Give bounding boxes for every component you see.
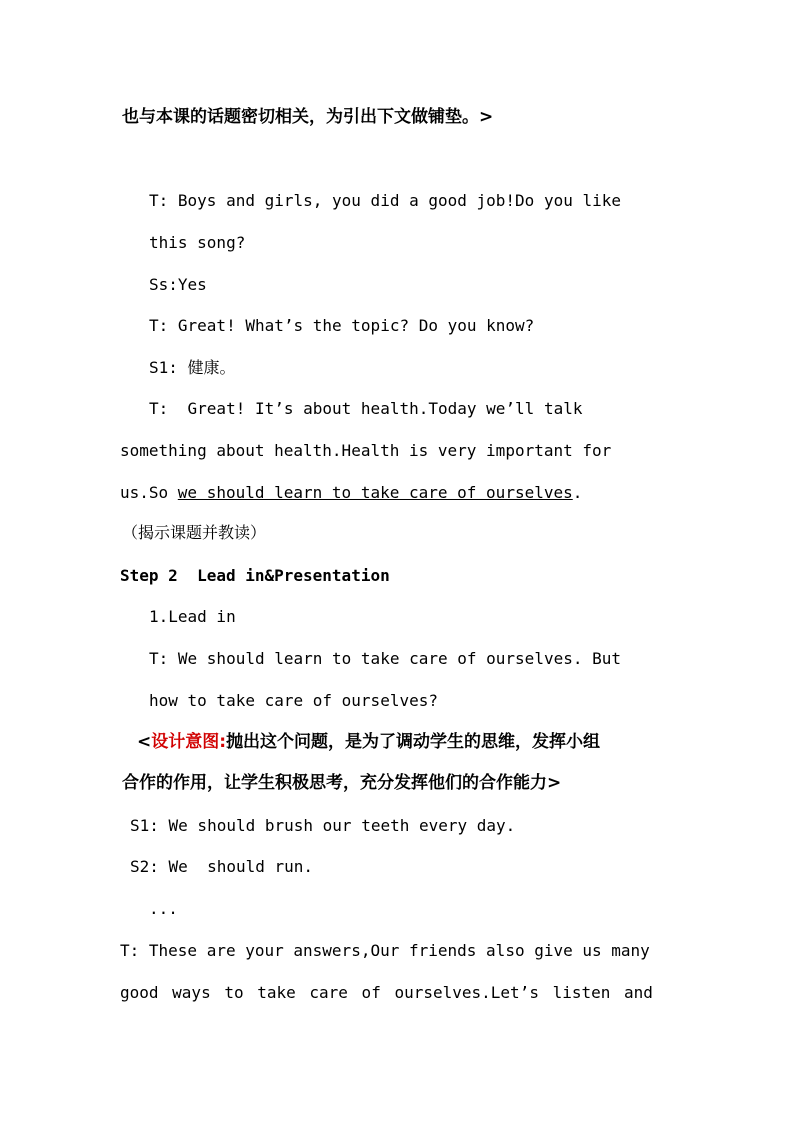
teacher-line: T: These are your answers,Our friends also give us many xyxy=(120,941,650,960)
students-line: Ss:Yes xyxy=(149,275,207,294)
student-line: S1: We should brush our teeth every day. xyxy=(130,816,516,835)
design-intent-note-cont: 合作的作用，让学生积极思考，充分发挥他们的合作能力> xyxy=(122,773,562,793)
note-reveal-title: （揭示课题并教读） xyxy=(122,523,267,542)
teacher-line: T: Great! What’s the topic? Do you know? xyxy=(149,316,535,335)
design-note-continuation: 也与本课的话题密切相关，为引出下文做铺垫。> xyxy=(122,107,494,127)
design-intent-label: 设计意图: xyxy=(151,732,227,752)
bracket: < xyxy=(137,732,152,752)
teacher-line-cont: how to take care of ourselves? xyxy=(149,691,438,710)
step-heading: Step 2 Lead in&Presentation xyxy=(120,566,390,585)
substep-heading: 1.Lead in xyxy=(149,607,236,626)
teacher-line-cont: this song? xyxy=(149,233,246,252)
teacher-line-cont: good ways to take care of ourselves.Let’s listen and xyxy=(120,983,653,1002)
teacher-line: T: We should learn to take care of ourselves. But xyxy=(149,649,622,668)
teacher-line: T: Boys and girls, you did a good job!Do you like xyxy=(149,191,622,210)
student-line: S2: We should run. xyxy=(130,857,314,876)
design-intent-note xyxy=(137,731,600,753)
text-span: . xyxy=(572,483,583,502)
ellipsis: ... xyxy=(149,899,178,918)
lesson-title-underlined: we should learn to take care of ourselves xyxy=(177,483,573,502)
teacher-line: T: Great! It’s about health.Today we’ll talk xyxy=(149,399,583,418)
teacher-line-cont: something about health.Health is very important for xyxy=(120,441,612,460)
design-intent-text: 抛出这个问题，是为了调动学生的思维，发挥小组 xyxy=(226,732,601,752)
teacher-line-cont xyxy=(120,482,582,504)
text-span: us.So xyxy=(120,483,178,502)
student-line: S1: 健康。 xyxy=(149,358,236,377)
